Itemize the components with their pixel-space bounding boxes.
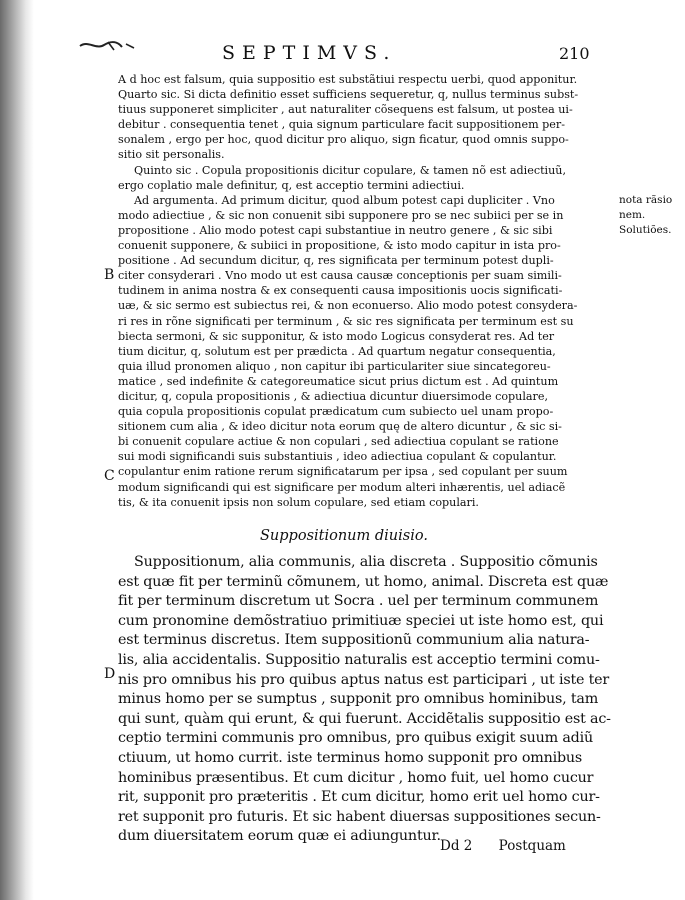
text-line: Quarto sic. Si dicta definitio esset sufficiens sequeretur, q, nullus terminus subst- bbox=[118, 88, 579, 102]
text-line: ret supponit pro futuris. Et sic habent diuersas suppositiones secun- bbox=[118, 808, 601, 825]
text-line: biecta sermoni, & sic supponitur, & isto modo Logicus consyderat res. Ad ter bbox=[118, 329, 555, 343]
text-line: dum diuersitatem eorum quæ ei adiunguntur. bbox=[118, 828, 441, 845]
main-text-block bbox=[118, 553, 613, 847]
text-line: Suppositionum, alia communis, alia discreta . Suppositio cõmunis bbox=[134, 554, 598, 570]
margin-note: Solutiões. bbox=[619, 224, 672, 236]
text-line: nis pro omnibus his pro quibus aptus natus est participari , ut iste ter bbox=[118, 671, 610, 688]
running-title: SEPTIMVS. bbox=[222, 42, 397, 64]
text-line: lis, alia accidentalis. Suppositio naturalis est acceptio termini comu- bbox=[118, 651, 600, 668]
margin-letter-d: D bbox=[104, 666, 116, 682]
text-line: rit, supponit pro præteritis . Et cum dicitur, homo erit uel homo cur- bbox=[118, 789, 600, 806]
text-line: matice , sed indefinite & categoreumatice sicut prius dictum est . Ad quintum bbox=[118, 374, 559, 388]
text-line: quia copula propositionis copulat prædicatum cum subiecto uel unam propo- bbox=[118, 405, 554, 419]
text-line: Quinto sic . Copula propositionis dicitur copulare, & tamen nõ est adiectiuũ, bbox=[134, 163, 567, 177]
text-line: ergo coplatio male definitur, q, est acceptio termini adiectiui. bbox=[118, 178, 465, 192]
text-line: debitur . consequentia tenet , quia signum particulare facit suppositionem per- bbox=[118, 118, 565, 132]
page-footer bbox=[440, 838, 588, 854]
binding-gutter-shadow bbox=[0, 0, 34, 900]
text-line: sonalem , ergo per hoc, quod dicitur pro aliquo, sign ficatur, quod omnis suppo- bbox=[118, 133, 569, 147]
text-line: ctiuum, ut homo currit. iste terminus homo supponit pro omnibus bbox=[118, 749, 583, 766]
text-line: uæ, & sic sermo est subiectus rei, & non econuerso. Alio modo potest consydera- bbox=[118, 299, 578, 313]
text-line: hominibus præsentibus. Et cum dicitur , homo fuit, uel homo cucur bbox=[118, 769, 594, 786]
text-line: conuenit supponere, & subiici in propositione, & isto modo capitur in ista pro- bbox=[118, 239, 561, 253]
margin-note: nem. bbox=[619, 209, 646, 221]
text-line: ceptio termini communis pro omnibus, pro quibus exigit suum adiũ bbox=[118, 730, 593, 747]
text-line: sitio sit personalis. bbox=[118, 148, 225, 162]
ink-smudge-mark bbox=[78, 36, 138, 56]
text-line: copulantur enim ratione rerum significatarum per ipsa , sed copulant per suum bbox=[118, 465, 568, 479]
text-line: tis, & ita conuenit ipsis non solum copulare, sed etiam copulari. bbox=[118, 495, 479, 509]
text-line: tium dicitur, q, solutum est per prædicta . Ad quartum negatur consequentia, bbox=[118, 344, 556, 358]
text-line: A d hoc est falsum, quia suppositio est substãtiui respectu uerbi, quod apponitur. bbox=[118, 73, 578, 86]
text-line: sitionem cum alia , & ideo dicitur nota eorum quę de altero dicuntur , & sic si- bbox=[118, 420, 562, 434]
text-line: quia illud pronomen aliquo , non capitur ibi particulariter siue sincategoreu- bbox=[118, 359, 551, 373]
signature-mark: Dd 2 bbox=[440, 838, 473, 854]
text-line: cum pronomine demõstratiuo primitiuæ speciei ut iste homo est, qui bbox=[118, 612, 604, 629]
text-line: fit per terminum discretum ut Socra . uel per terminum communem bbox=[118, 593, 599, 610]
page-number: 210 bbox=[559, 44, 590, 63]
text-line: qui sunt, quàm qui erunt, & qui fuerunt. Accidẽtalis suppositio est ac- bbox=[118, 710, 611, 727]
text-line: tudinem in anima nostra & ex consequenti causa impositionis uocis significati- bbox=[118, 284, 563, 298]
margin-letter-b: B bbox=[104, 267, 115, 283]
text-line: tiuus supponeret simpliciter , aut naturaliter cõsequens est falsum, ut postea ui- bbox=[118, 103, 573, 117]
section-heading: Suppositionum diuisio. bbox=[260, 528, 428, 544]
paragraph bbox=[118, 72, 613, 510]
text-line: minus homo per se sumptus , supponit pro omnibus hominibus, tam bbox=[118, 691, 599, 708]
text-line: ri res in rõne significati per terminum , & sic res significata per terminum est su bbox=[118, 314, 574, 328]
text-line: positione . Ad secundum dicitur, q, res significata per terminum potest dupli- bbox=[118, 254, 554, 268]
text-line: est quæ fit per terminũ cõmunem, ut homo, animal. Discreta est quæ bbox=[118, 573, 609, 590]
text-line: est terminus discretus. Item suppositionũ communium alia natura- bbox=[118, 632, 590, 649]
text-line: modum significandi qui est significare per modum alteri inhærentis, uel adiacẽ bbox=[118, 480, 566, 494]
text-line: sui modi significandi suis substantiuis , ideo adiectiua copulant & copulantur. bbox=[118, 450, 557, 464]
text-line: bi conuenit copulare actiue & non copulari , sed adiectiua copulant se ratione bbox=[118, 435, 559, 449]
text-line: citer consyderari . Vno modo ut est causa causæ conceptionis per suam simili- bbox=[118, 269, 562, 283]
text-line: propositione . Alio modo potest capi substantiue in neutro genere , & sic sibi bbox=[118, 223, 553, 237]
margin-note: nota rãsio bbox=[619, 194, 673, 206]
commentary-block bbox=[118, 72, 613, 510]
text-line: Ad argumenta. Ad primum dicitur, quod album potest capi dupliciter . Vno bbox=[134, 193, 555, 207]
catchword: Postquam bbox=[498, 838, 566, 854]
text-line: dicitur, q, copula propositionis , & adiectiua dicuntur diuersimode copulare, bbox=[118, 389, 549, 403]
margin-letter-c: C bbox=[104, 468, 115, 484]
text-line: modo adiectiue , & sic non conuenit sibi supponere pro se nec subiici per se in bbox=[118, 208, 564, 222]
